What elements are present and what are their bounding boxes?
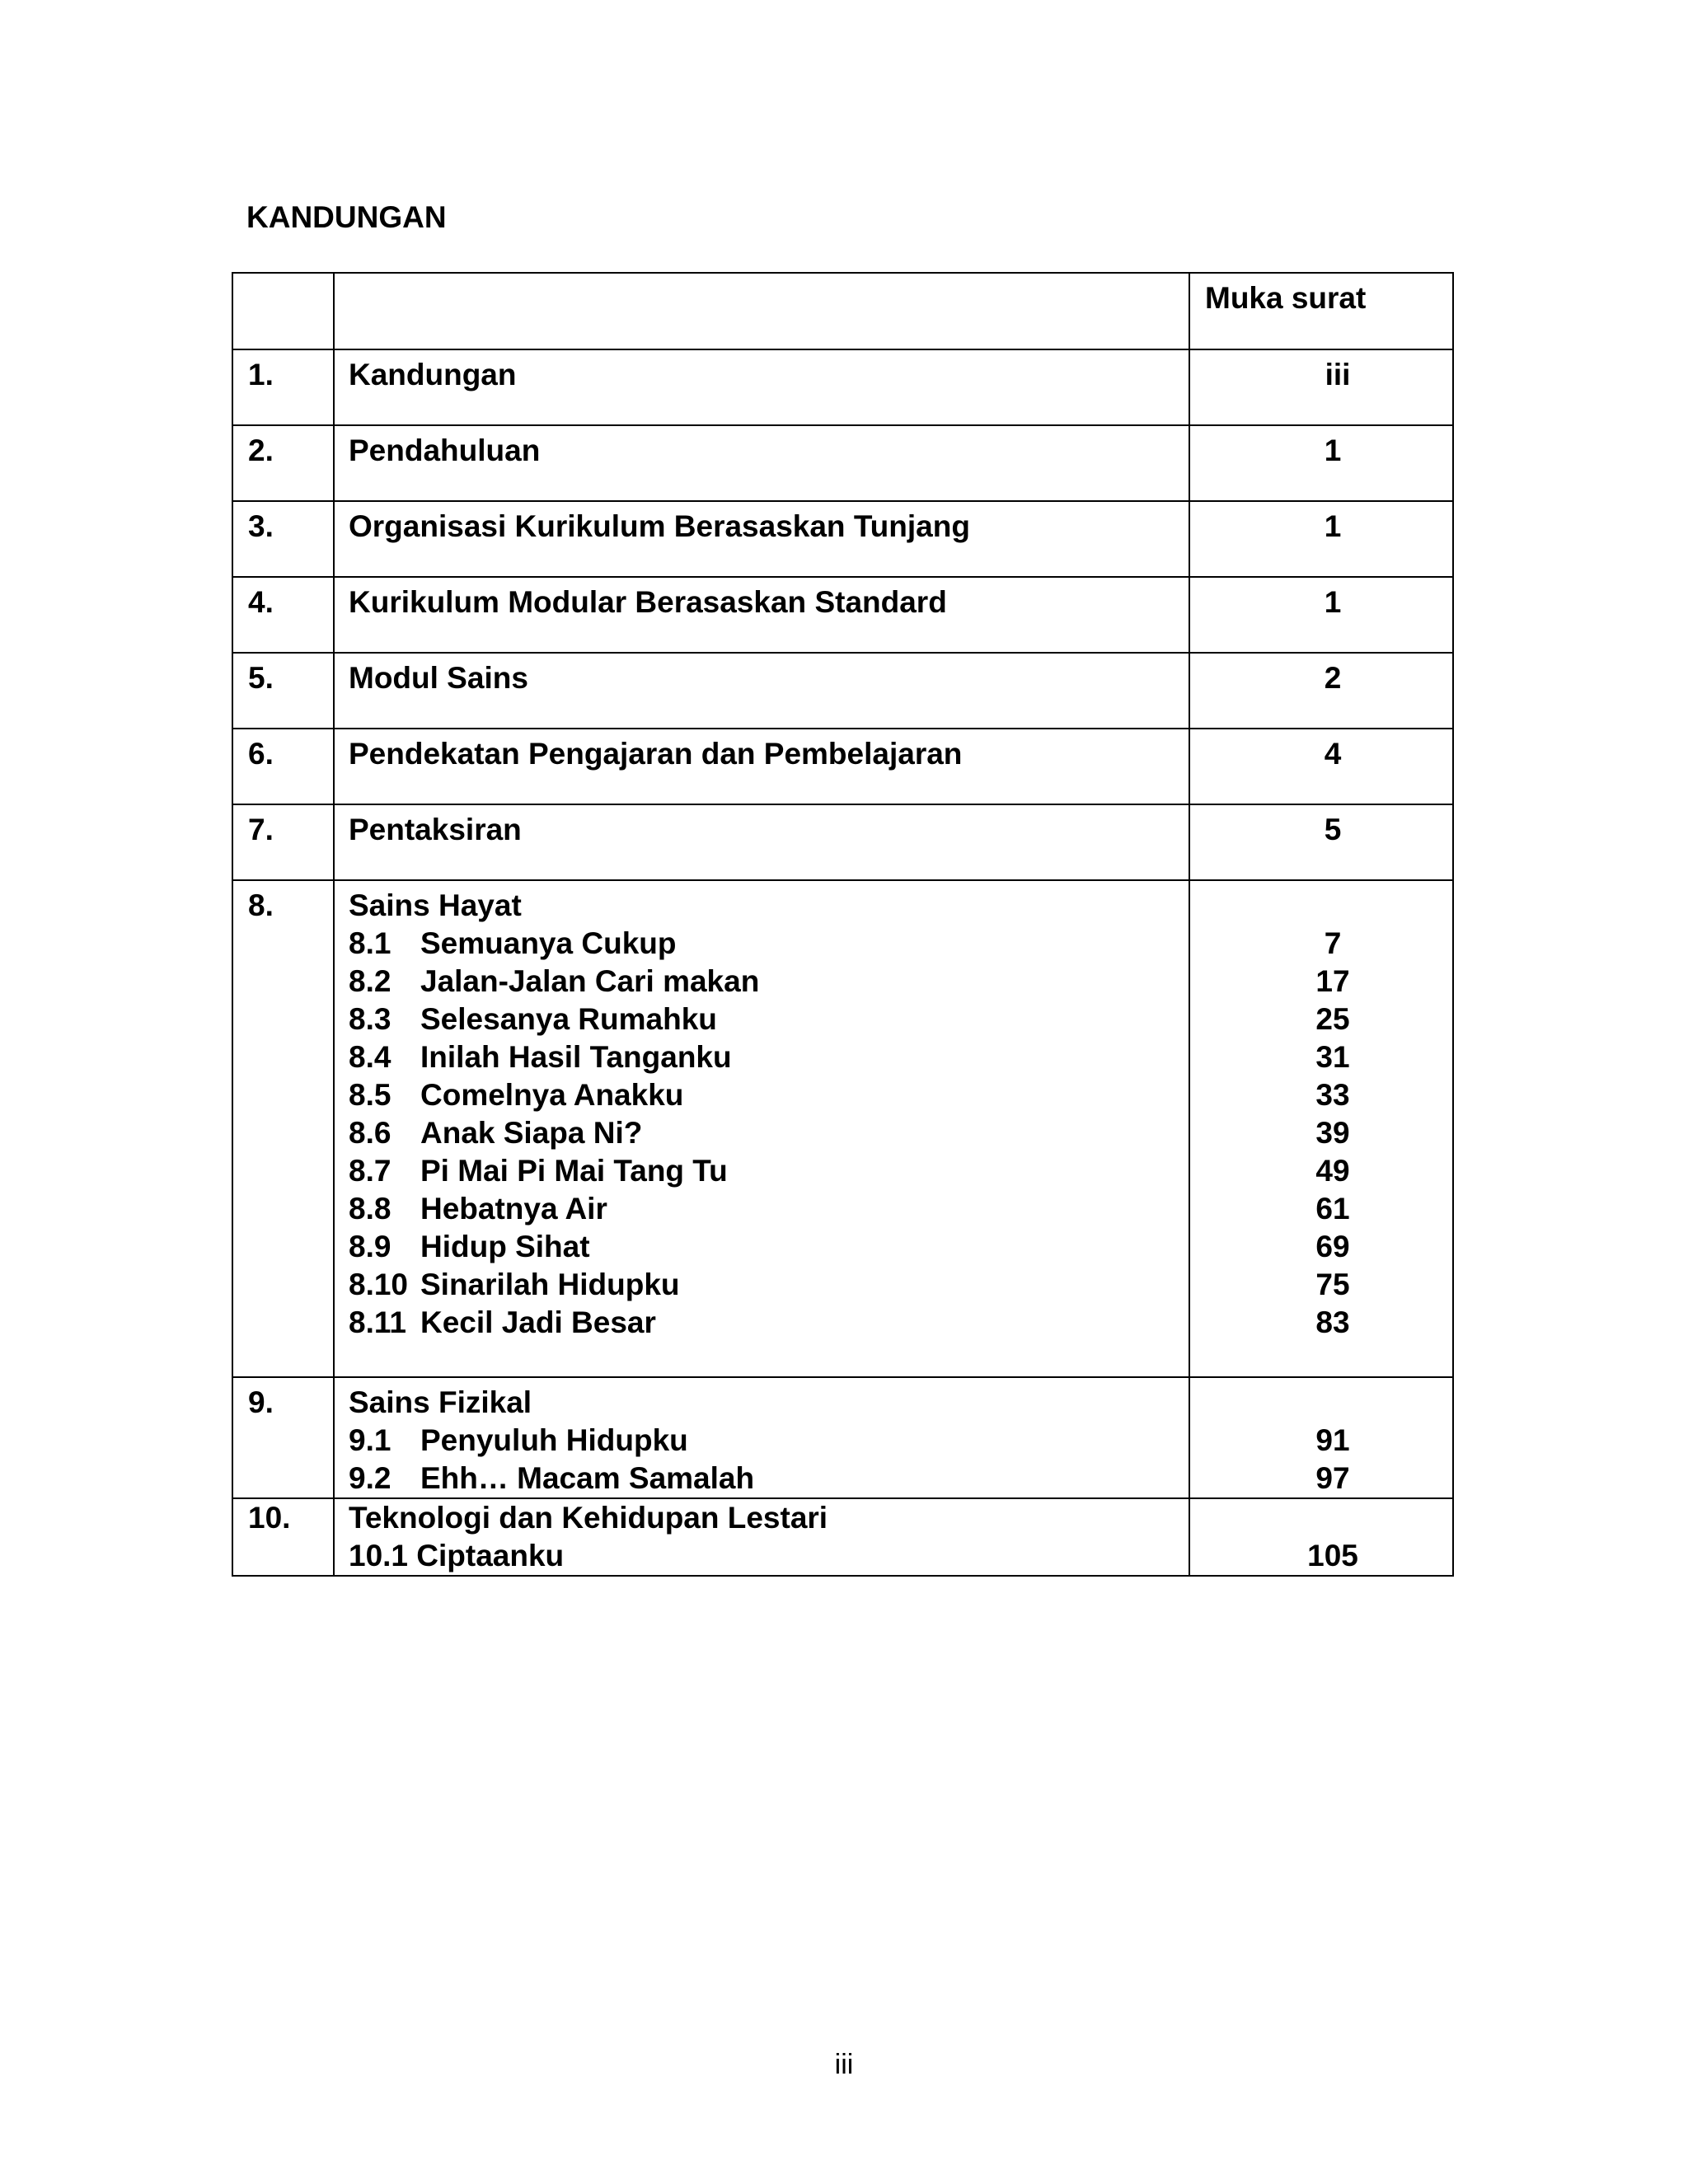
- entry-number: 8.: [232, 880, 334, 1377]
- entry-page: 1: [1189, 425, 1453, 501]
- item-page: 33: [1315, 1078, 1350, 1112]
- list-item: [349, 1076, 1189, 1114]
- item-code: 9.1: [349, 1423, 392, 1457]
- entry-title: Modul Sains: [334, 653, 1189, 729]
- entry-page-group: [1189, 1377, 1453, 1498]
- entry-number: 4.: [232, 577, 334, 653]
- entry-title: Organisasi Kurikulum Berasaskan Tunjang: [334, 501, 1189, 577]
- item-page: 75: [1315, 1268, 1350, 1301]
- table-row-group-9: [232, 1377, 1453, 1498]
- table-row: [232, 729, 1453, 804]
- item-title: Anak Siapa Ni?: [420, 1116, 643, 1150]
- entry-group-cell: [334, 880, 1189, 1377]
- list-item: [349, 1460, 1189, 1497]
- table-row: [232, 425, 1453, 501]
- group-title: Sains Hayat: [349, 888, 522, 922]
- item-page: 25: [1315, 1002, 1350, 1036]
- list-item: [349, 1001, 1189, 1038]
- entry-title: Kurikulum Modular Berasaskan Standard: [334, 577, 1189, 653]
- entry-title: Pentaksiran: [334, 804, 1189, 880]
- item-page: 97: [1315, 1461, 1350, 1495]
- item-code: 8.10: [349, 1268, 409, 1301]
- entry-title: Kandungan: [334, 349, 1189, 425]
- item-title: Hidup Sihat: [420, 1230, 590, 1263]
- entry-page-group: [1189, 880, 1453, 1377]
- entry-number: 5.: [232, 653, 334, 729]
- item-page: 17: [1315, 964, 1350, 998]
- group-page-blank: [1213, 1384, 1452, 1422]
- entry-number: 2.: [232, 425, 334, 501]
- item-page: 39: [1315, 1116, 1350, 1150]
- table-row: [232, 804, 1453, 880]
- entry-page: iii: [1189, 349, 1453, 425]
- table-row: [232, 577, 1453, 653]
- list-item: [349, 1152, 1189, 1190]
- contents-table: [232, 272, 1454, 1577]
- page-title: KANDUNGAN: [246, 200, 447, 234]
- group-page-blank: [1213, 1499, 1452, 1537]
- entry-title: Pendekatan Pengajaran dan Pembelajaran: [334, 729, 1189, 804]
- list-item: [349, 1114, 1189, 1152]
- item-page: 7: [1324, 926, 1342, 960]
- item-page: 69: [1315, 1230, 1350, 1263]
- entry-page: 1: [1189, 577, 1453, 653]
- item-title: Hebatnya Air: [420, 1192, 607, 1226]
- list-item: [349, 1537, 1189, 1575]
- item-page: 61: [1315, 1192, 1350, 1226]
- item-title: Semuanya Cukup: [420, 926, 677, 960]
- list-item: [349, 925, 1189, 963]
- list-item: [349, 1304, 1189, 1342]
- item-code: 8.7: [349, 1154, 392, 1188]
- entry-number: 6.: [232, 729, 334, 804]
- group-title: Sains Fizikal: [349, 1385, 532, 1419]
- item-code: 8.5: [349, 1078, 392, 1112]
- item-title: Ehh… Macam Samalah: [420, 1461, 755, 1495]
- item-code: 8.8: [349, 1192, 392, 1226]
- table-row: [232, 501, 1453, 577]
- item-title: Comelnya Anakku: [420, 1078, 684, 1112]
- item-title: Penyuluh Hidupku: [420, 1423, 688, 1457]
- item-code: 10.1: [349, 1539, 409, 1572]
- item-title: Sinarilah Hidupku: [420, 1268, 680, 1301]
- item-page: 31: [1315, 1040, 1350, 1074]
- item-title: Kecil Jadi Besar: [420, 1305, 656, 1339]
- list-item: [349, 1190, 1189, 1228]
- group-title: Teknologi dan Kehidupan Lestari: [349, 1501, 828, 1535]
- table-row-group-10: [232, 1498, 1453, 1576]
- item-page: 83: [1315, 1305, 1350, 1339]
- header-title-cell: [334, 273, 1189, 349]
- entry-number: 10.: [232, 1498, 334, 1576]
- entry-group-cell: [334, 1498, 1189, 1576]
- list-item: [349, 1228, 1189, 1266]
- item-title: Inilah Hasil Tanganku: [420, 1040, 732, 1074]
- entry-page: 1: [1189, 501, 1453, 577]
- item-title: Selesanya Rumahku: [420, 1002, 717, 1036]
- table-row: [232, 349, 1453, 425]
- entry-page: 4: [1189, 729, 1453, 804]
- item-title: Ciptaanku: [416, 1539, 565, 1572]
- item-page: 91: [1315, 1423, 1350, 1457]
- item-code: 8.1: [349, 926, 392, 960]
- item-code: 8.2: [349, 964, 392, 998]
- list-item: [349, 1038, 1189, 1076]
- entry-number: 7.: [232, 804, 334, 880]
- item-code: 8.11: [349, 1305, 406, 1339]
- item-page: 105: [1307, 1539, 1358, 1572]
- table-row: [232, 653, 1453, 729]
- group-page-blank: [1213, 887, 1452, 925]
- item-code: 8.4: [349, 1040, 392, 1074]
- entry-group-cell: [334, 1377, 1189, 1498]
- item-code: 9.2: [349, 1461, 392, 1495]
- item-title: Pi Mai Pi Mai Tang Tu: [420, 1154, 728, 1188]
- header-num-cell: [232, 273, 334, 349]
- list-item: [349, 963, 1189, 1001]
- entry-page: 5: [1189, 804, 1453, 880]
- entry-number: 1.: [232, 349, 334, 425]
- table-header-row: [232, 273, 1453, 349]
- entry-page-group: [1189, 1498, 1453, 1576]
- item-title: Jalan-Jalan Cari makan: [420, 964, 760, 998]
- item-code: 8.9: [349, 1230, 392, 1263]
- entry-page: 2: [1189, 653, 1453, 729]
- item-page: 49: [1315, 1154, 1350, 1188]
- page-column-header: Muka surat: [1189, 273, 1453, 349]
- table-row-group-8: [232, 880, 1453, 1377]
- page-number: iii: [834, 2049, 854, 2080]
- list-item: [349, 1422, 1189, 1460]
- entry-number: 9.: [232, 1377, 334, 1498]
- list-item: [349, 1266, 1189, 1304]
- item-code: 8.6: [349, 1116, 392, 1150]
- entry-number: 3.: [232, 501, 334, 577]
- item-code: 8.3: [349, 1002, 392, 1036]
- entry-title: Pendahuluan: [334, 425, 1189, 501]
